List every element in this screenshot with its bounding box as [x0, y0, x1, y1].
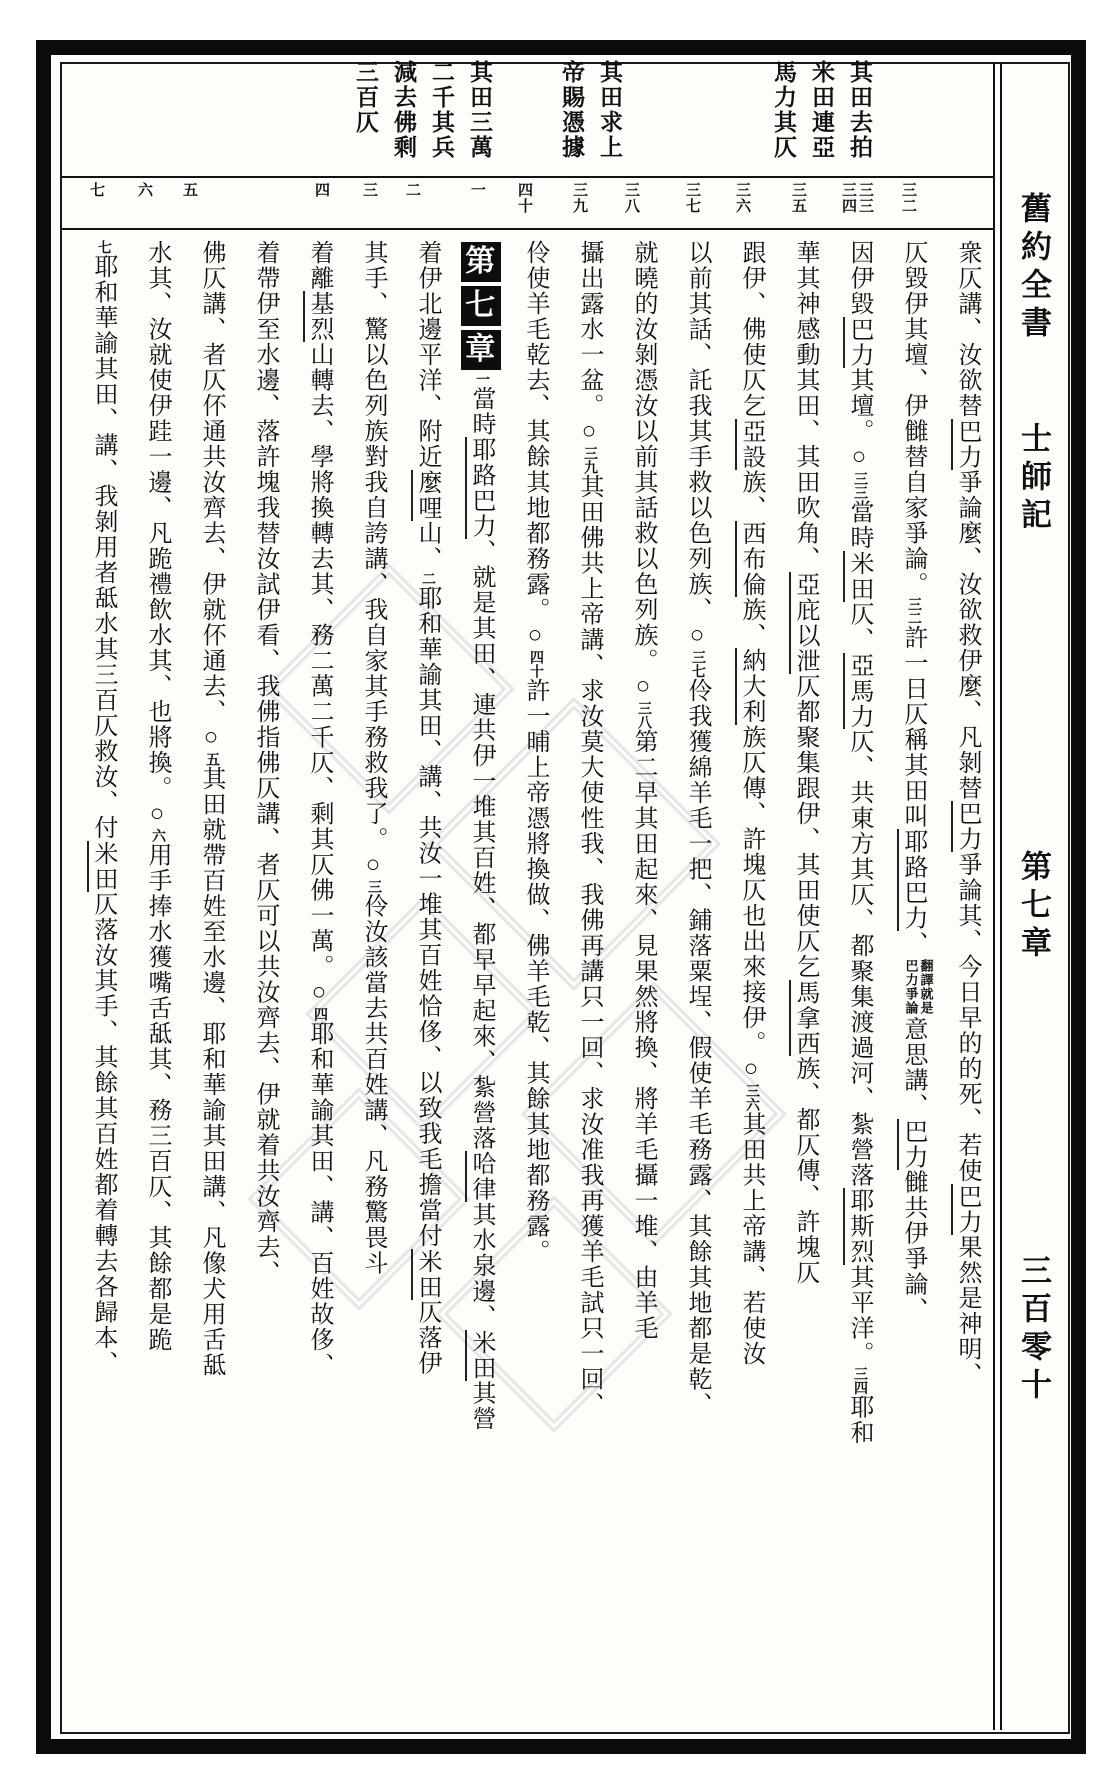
text-run: 衆仄講、汝欲替 — [954, 240, 980, 419]
proper-name: 巴力 — [951, 419, 980, 470]
verse-number: 三六 — [734, 182, 750, 214]
top-annotation-group — [352, 60, 492, 178]
text-run: 耶和 — [846, 1394, 872, 1446]
text-run: 用手捧水獲嘴舌䑛其、務三百仄、其餘都是跪 — [144, 842, 170, 1353]
text-run: 意思講、 — [900, 1016, 926, 1119]
text-column — [778, 240, 832, 1530]
top-annotation-group — [558, 60, 622, 178]
chapter-marker-block: 章 — [461, 330, 501, 370]
section-title: 士師記 — [1016, 422, 1051, 536]
proper-name: 米田 — [843, 551, 872, 602]
top-annotation-line: 二千其兵 — [429, 60, 454, 160]
top-annotation-line: 馬力其仄 — [771, 60, 796, 160]
inline-verse-number: 三三 — [852, 471, 867, 500]
text-column — [76, 240, 130, 1530]
text-run: 族、都仄傳、許塊仄 — [792, 1056, 818, 1286]
text-run: 當時 — [468, 386, 494, 437]
verse-number: 三 — [361, 182, 377, 198]
text-run: 耶和華諭其田、講、百姓故侈、 — [306, 1021, 332, 1378]
text-column — [238, 240, 292, 1530]
proper-name: 米田 — [411, 1249, 440, 1300]
text-run: 着伊北邊平洋、附近 — [414, 240, 440, 470]
chapter-title: 第七章 — [1016, 850, 1051, 964]
text-run: 其平洋。 — [846, 1264, 872, 1367]
proper-name: 哈律 — [465, 1151, 494, 1202]
text-column — [346, 240, 400, 1530]
top-annotation-line: 三百仄 — [353, 60, 378, 135]
verse-number: 三五 — [790, 182, 806, 214]
text-column — [292, 240, 346, 1530]
text-column — [724, 240, 778, 1530]
proper-name: 巴力 — [897, 1119, 926, 1170]
inline-verse-number: 三九 — [582, 446, 597, 474]
text-run: 第二早其田起來、見果然將換、將羊毛攝一堆、由羊毛 — [630, 729, 656, 1341]
text-run: 仄、 — [846, 601, 872, 653]
inline-verse-number: 四 — [312, 1007, 327, 1021]
text-run: 攝出露水一盆。○ — [576, 240, 602, 446]
proper-name: 馬拿西 — [789, 980, 818, 1057]
verse-number: 三四 — [840, 182, 856, 214]
text-run: 伶使羊毛乾去、其餘其地都務露。○ — [522, 240, 548, 650]
text-run: 族、 — [738, 597, 764, 648]
inline-verse-number: 三八 — [636, 701, 651, 729]
text-run: 耶和華諭其田、講、共汝一堆其百姓恰侈、以致我毛擔當付 — [414, 585, 440, 1249]
proper-name: 耶路巴力 — [897, 829, 926, 931]
text-run: 因伊毀 — [846, 240, 872, 317]
text-run: 其水泉邊、 — [468, 1202, 494, 1330]
text-column — [184, 240, 238, 1530]
top-annotation-line: 其田求上 — [597, 60, 622, 160]
text-column — [508, 240, 562, 1530]
text-run: 其手、驚以色列族對我自誇講、我自家其手務救我了。○ — [360, 240, 386, 880]
proper-name: 耶路巴力 — [465, 437, 494, 539]
verse-number: 四十 — [516, 182, 532, 214]
text-run: 水其、汝就使伊跬一邊、凡跪禮飲水其、也將換。○ — [144, 240, 170, 829]
verse-number: 三九 — [571, 182, 587, 214]
inline-verse-number: 七 — [96, 240, 111, 254]
verse-number: 三二 — [900, 182, 916, 214]
proper-name: 米田 — [465, 1330, 494, 1381]
text-column — [886, 240, 940, 1530]
main-text — [72, 240, 994, 1530]
text-run: 山轉去、學將換轉去其、務二萬二千仄、剩其仄佛一萬。○ — [306, 342, 332, 1007]
text-run: 族仄傳、許塊仄也出來接伊。○ — [738, 724, 764, 1084]
title-column — [1000, 62, 1066, 1730]
text-run: 伶汝該當去共百姓講、凡務驚畏斗 — [360, 893, 386, 1276]
proper-name: 巴力 — [951, 1184, 980, 1235]
inline-verse-number: 五 — [204, 752, 219, 766]
verse-number: 三八 — [623, 182, 639, 214]
verse-number: 三三 — [857, 182, 873, 214]
inline-verse-number: 二 — [420, 571, 435, 586]
text-run: 着帶伊至水邊、落許塊我替汝試伊看、我佛指佛仄講、者仄可以共汝齊去、伊就着共汝齊去、 — [252, 240, 278, 1286]
book-title: 舊約全書 — [1016, 192, 1051, 344]
inline-verse-number: 三二 — [906, 597, 921, 625]
inline-verse-number: 六 — [150, 828, 165, 843]
text-run: 其田就帶百姓至水邊、耶和華諭其田講、凡像犬用舌䑛 — [198, 766, 224, 1378]
proper-name: 耶斯烈 — [843, 1188, 872, 1265]
text-column — [940, 240, 994, 1530]
proper-name: 米田 — [87, 841, 116, 892]
proper-name: 亞馬力 — [843, 653, 872, 730]
proper-name: 西布倫 — [735, 521, 764, 598]
text-run: 佛仄講、者仄伓通共汝齊去、伊就伓通去、○ — [198, 240, 224, 752]
inline-verse-number: 四十 — [528, 650, 543, 678]
text-run: 着離 — [306, 240, 332, 291]
text-run: 族、 — [738, 469, 764, 521]
text-run: 跟伊、佛使仄乞 — [738, 240, 764, 419]
text-run: 、就是其田、連共伊一堆其百姓、都早早起來、紮營落 — [468, 539, 494, 1151]
proper-name: 巴力 — [843, 317, 872, 368]
proper-name: 麼哩 — [411, 470, 440, 521]
verse-number: 二 — [404, 182, 420, 198]
top-annotation-group — [770, 60, 872, 178]
inline-note-line: 巴力爭論 — [903, 958, 919, 1015]
inline-verse-number: 三七 — [690, 650, 705, 678]
inline-verse-number: 一 — [474, 372, 489, 386]
verse-number: 七 — [88, 182, 104, 198]
text-run: 華其神感動其田、其田吹角、 — [792, 240, 818, 572]
verse-number: 六 — [136, 182, 152, 198]
text-run: 爭論麼、汝欲救伊麼、凡剝替 — [954, 469, 980, 801]
text-run: 仄毀伊其壇、伊雠替自家爭論。 — [900, 240, 926, 597]
verse-number: 五 — [181, 182, 197, 198]
inline-verse-number: 三 — [366, 879, 381, 894]
text-run: 其田佛共上帝講、求汝莫大使性我、我佛再講只一回、求汝准我再獲羊毛試只一回、 — [576, 474, 602, 1418]
top-annotation-line: 米田連亞 — [809, 60, 834, 160]
text-run: 許一晡上帝憑將換做、佛羊毛乾、其餘其地都務露。 — [522, 678, 548, 1265]
text-run: 、 — [900, 931, 926, 957]
text-run: 仄落汝其手、其餘其百姓都着轉去各歸本、 — [90, 891, 116, 1376]
text-run: 許一日仄稱其田叫 — [900, 625, 926, 829]
inline-verse-number: 三四 — [852, 1366, 867, 1395]
top-annotation-line: 帝賜憑據 — [559, 60, 584, 160]
verse-number: 三七 — [684, 182, 700, 214]
text-column — [454, 240, 508, 1530]
text-run: 爭論其、今日早的的死、若使 — [954, 852, 980, 1184]
proper-name: 亞設 — [735, 419, 764, 470]
inline-note-line: 翻譯就是 — [918, 958, 934, 1015]
chapter-marker-block: 七 — [461, 286, 501, 326]
text-run: 以前其話、託我其手救以色列族、○ — [684, 240, 710, 650]
chapter-marker-block: 第 — [461, 242, 501, 282]
text-column — [616, 240, 670, 1530]
text-run: 果然是神明、 — [954, 1234, 980, 1388]
text-column — [670, 240, 724, 1530]
text-run: 仄、共東方其仄、都聚集渡過河、紮營落 — [846, 729, 872, 1188]
page-number: 三百零十 — [1016, 1254, 1051, 1406]
text-run: 山、 — [414, 520, 440, 572]
text-run: 雠共伊爭論、 — [900, 1169, 926, 1323]
top-annotation-line: 其田去拍 — [847, 60, 872, 160]
text-run: 伶我獲綿羊毛一把、鋪落粟埕、假使羊毛務露、其餘其地都是乾、 — [684, 678, 710, 1418]
verse-number: 一 — [469, 182, 485, 198]
text-run: 其營 — [468, 1380, 494, 1432]
text-run: 當時 — [846, 499, 872, 551]
verse-number: 四 — [313, 182, 329, 198]
top-annotation-line: 減去佛剩 — [391, 60, 416, 160]
proper-name: 巴力 — [951, 801, 980, 852]
text-run: 其壇。○ — [846, 367, 872, 472]
top-annotation-line: 其田三萬 — [467, 60, 492, 160]
text-column — [832, 240, 886, 1530]
text-run: 耶和華諭其田、講、我剝用者䑛水其三百仄救汝、付 — [90, 254, 116, 841]
proper-name: 基烈 — [303, 291, 332, 342]
text-column — [562, 240, 616, 1530]
text-column — [400, 240, 454, 1530]
text-run: 就曉的汝剝憑汝以前其話救以色列族。○ — [630, 240, 656, 701]
text-run: 仄都聚集跟伊、其田使仄乞 — [792, 673, 818, 980]
text-run: 其田共上帝講、若使汝 — [738, 1111, 764, 1367]
inline-translation-note — [904, 959, 934, 1015]
text-column — [130, 240, 184, 1530]
inline-verse-number: 三六 — [744, 1083, 759, 1112]
text-run: 仄落伊 — [414, 1299, 440, 1376]
rule-below-verse-numbers — [62, 228, 994, 230]
proper-name: 納大利 — [735, 648, 764, 725]
proper-name: 亞庇以泄 — [789, 572, 818, 674]
